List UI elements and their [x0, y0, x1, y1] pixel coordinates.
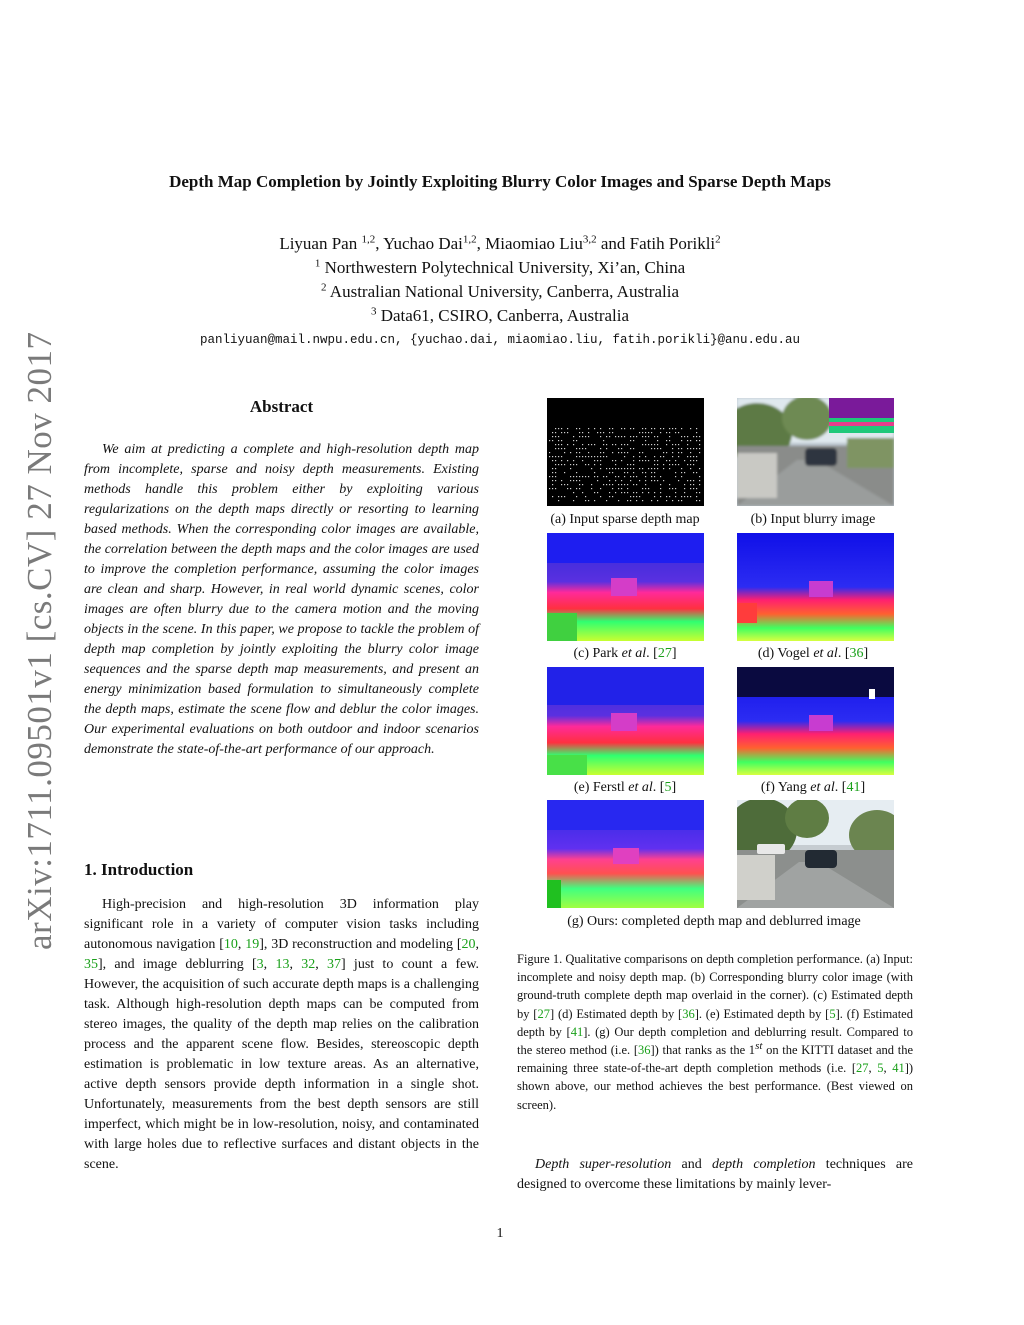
- figure-panel-ours-depth: [547, 800, 704, 908]
- author-line: [100, 234, 900, 254]
- citation-link[interactable]: 35: [84, 957, 98, 972]
- figure-panel-blurry-image: [737, 398, 894, 506]
- subcaption-a: (a) Input sparse depth map: [550, 512, 700, 527]
- citation-link[interactable]: 10: [223, 937, 238, 952]
- abstract-heading: Abstract: [249, 397, 314, 416]
- citation-link[interactable]: 32: [301, 957, 316, 972]
- citation-link[interactable]: 36: [682, 1006, 695, 1021]
- subcaption-b: (b) Input blurry image: [750, 512, 876, 527]
- citation-link[interactable]: 37: [327, 957, 341, 972]
- citation-link[interactable]: 5: [829, 1006, 836, 1021]
- subcaption-c: (c) Park et al. [27]: [573, 646, 677, 661]
- figure-panel-yang: [737, 667, 894, 775]
- citation-link[interactable]: 20: [461, 937, 476, 952]
- author-emails: panliyuan@mail.nwpu.edu.cn, {yuchao.dai, miaomiao.liu, fatih.porikli}@anu.edu.au: [199, 333, 801, 347]
- figure-panel-park: [547, 533, 704, 641]
- figure-caption: Figure 1. Qualitative comparisons on depth completion performance. (a) Input: incomplete and noisy depth map. (b) Corresponding blurry color image (with ground-truth complete depth map overlaid in the corner). (c) Estimated depth by [27] (d) Estimated depth by [36]. (e) Estimated depth by [5]. (f) Estimated depth by [41]. (g) Our depth completion and deblurring result. Compared to the stereo method (i.e. [36]) that ranks as the 1st on the KITTI dataset and the remaining three state-of-the-art depth completion methods (i.e. [27, 5, 41]) shown above, our method achieves the best performance. (Best viewed on screen).: [517, 952, 914, 1112]
- subcaption-f: (f) Yang et al. [41]: [760, 780, 866, 795]
- author-liu: , Miaomiao Liu: [476, 234, 583, 253]
- paper-title: Depth Map Completion by Jointly Exploiting Blurry Color Images and Sparse Depth Maps: [169, 172, 831, 191]
- citation-link[interactable]: 19: [245, 937, 260, 952]
- figure-panel-vogel: [737, 533, 894, 641]
- figure-panel-ferstl: [547, 667, 704, 775]
- subcaption-d: (d) Vogel et al. [36]: [757, 646, 869, 661]
- citation-link[interactable]: 27: [657, 646, 672, 661]
- citation-link[interactable]: 13: [275, 957, 290, 972]
- citation-link[interactable]: 5: [877, 1061, 884, 1076]
- page-number: 1: [496, 1226, 504, 1241]
- citation-link[interactable]: 36: [849, 646, 864, 661]
- citation-link[interactable]: 5: [664, 780, 672, 795]
- arxiv-watermark: arXiv:1711.09501v1 [cs.CV] 27 Nov 2017: [20, 331, 59, 950]
- author-dai: , Yuchao Dai: [375, 234, 463, 253]
- citation-link[interactable]: 3: [256, 957, 264, 972]
- figure-panel-ours-deblurred: [737, 800, 894, 908]
- author-sup: 1,2: [462, 233, 477, 246]
- figure-panel-sparse-depth: [547, 398, 704, 506]
- author-sup: 2: [715, 233, 721, 246]
- right-column-paragraph: Depth super-resolution and depth completion techniques are designed to overcome these limitations by mainly lever-: [517, 1157, 914, 1192]
- subcaption-e: (e) Ferstl et al. [5]: [573, 780, 677, 795]
- intro-paragraph: High-precision and high-resolution 3D information play significant role in a variety of computer vision tasks including autonomous navigation [10, 19], 3D reconstruction and modeling [20, 35], and image deblurring [3, 13, 32, 37] just to count a few. However, the acquisition of such accurate depth maps is a challenging task. Although high-resolution depth maps can be computed from stereo images, the quality of the depth map relies on the calibration process and the apparent scene flow. Besides, stereoscopic depth estimation is problematic in low texture areas. As an alternative, active depth sensors provide depth information in a single shot. Unfortunately, measurements from the best depth sensors are still imperfect, which might be in low-resolution, noisy, and contaminated with large holes due to reflective surfaces and distant objects in the scene.: [84, 897, 480, 1172]
- subcaption-g: (g) Ours: completed depth map and deblurred image: [567, 914, 861, 929]
- citation-link[interactable]: 41: [892, 1061, 905, 1076]
- citation-link[interactable]: 27: [856, 1061, 869, 1076]
- citation-link[interactable]: 41: [846, 780, 861, 795]
- citation-link[interactable]: 41: [570, 1024, 584, 1039]
- affiliation-3: $^3$ Data61, CSIRO, Canberra, Australia: [370, 305, 630, 325]
- author-porikli: and Fatih Porikli: [596, 234, 716, 253]
- citation-link[interactable]: 36: [638, 1043, 651, 1058]
- author-sup: 3,2: [582, 233, 597, 246]
- author-pan: Liyuan Pan: [279, 234, 362, 253]
- intro-heading: 1. Introduction: [84, 860, 194, 879]
- affiliation-1: $^1$ Northwestern Polytechnical University, Xi’an, China: [314, 257, 686, 277]
- abstract-text: We aim at predicting a complete and high-resolution depth map from incomplete, sparse and noisy depth measurements. Existing methods handle this problem either by exploiting various regularizations on the depth maps directly or resorting to learning based methods. When the corresponding color images are available, the correlation between the depth maps and the color images are used to improve the completion performance, assuming the color images are clean and sharp. However, in real world dynamic scenes, color images are often blurry due to the camera motion and the moving objects in the scene. In this paper, we propose to tackle the problem of depth map completion by jointly exploiting the blurry color image sequences and the sparse depth map measurements, and present an energy minimization based formulation to simultaneously complete the depth maps, estimate the scene flow and deblur the color images. Our experimental evaluations on both outdoor and indoor scenarios demonstrate the state-of-the-art performance of our approach.: [84, 442, 479, 757]
- citation-link[interactable]: 27: [537, 1006, 550, 1021]
- affiliation-2: $^2$ Australian National University, Canberra, Australia: [320, 281, 679, 301]
- author-sup: 1,2: [361, 233, 376, 246]
